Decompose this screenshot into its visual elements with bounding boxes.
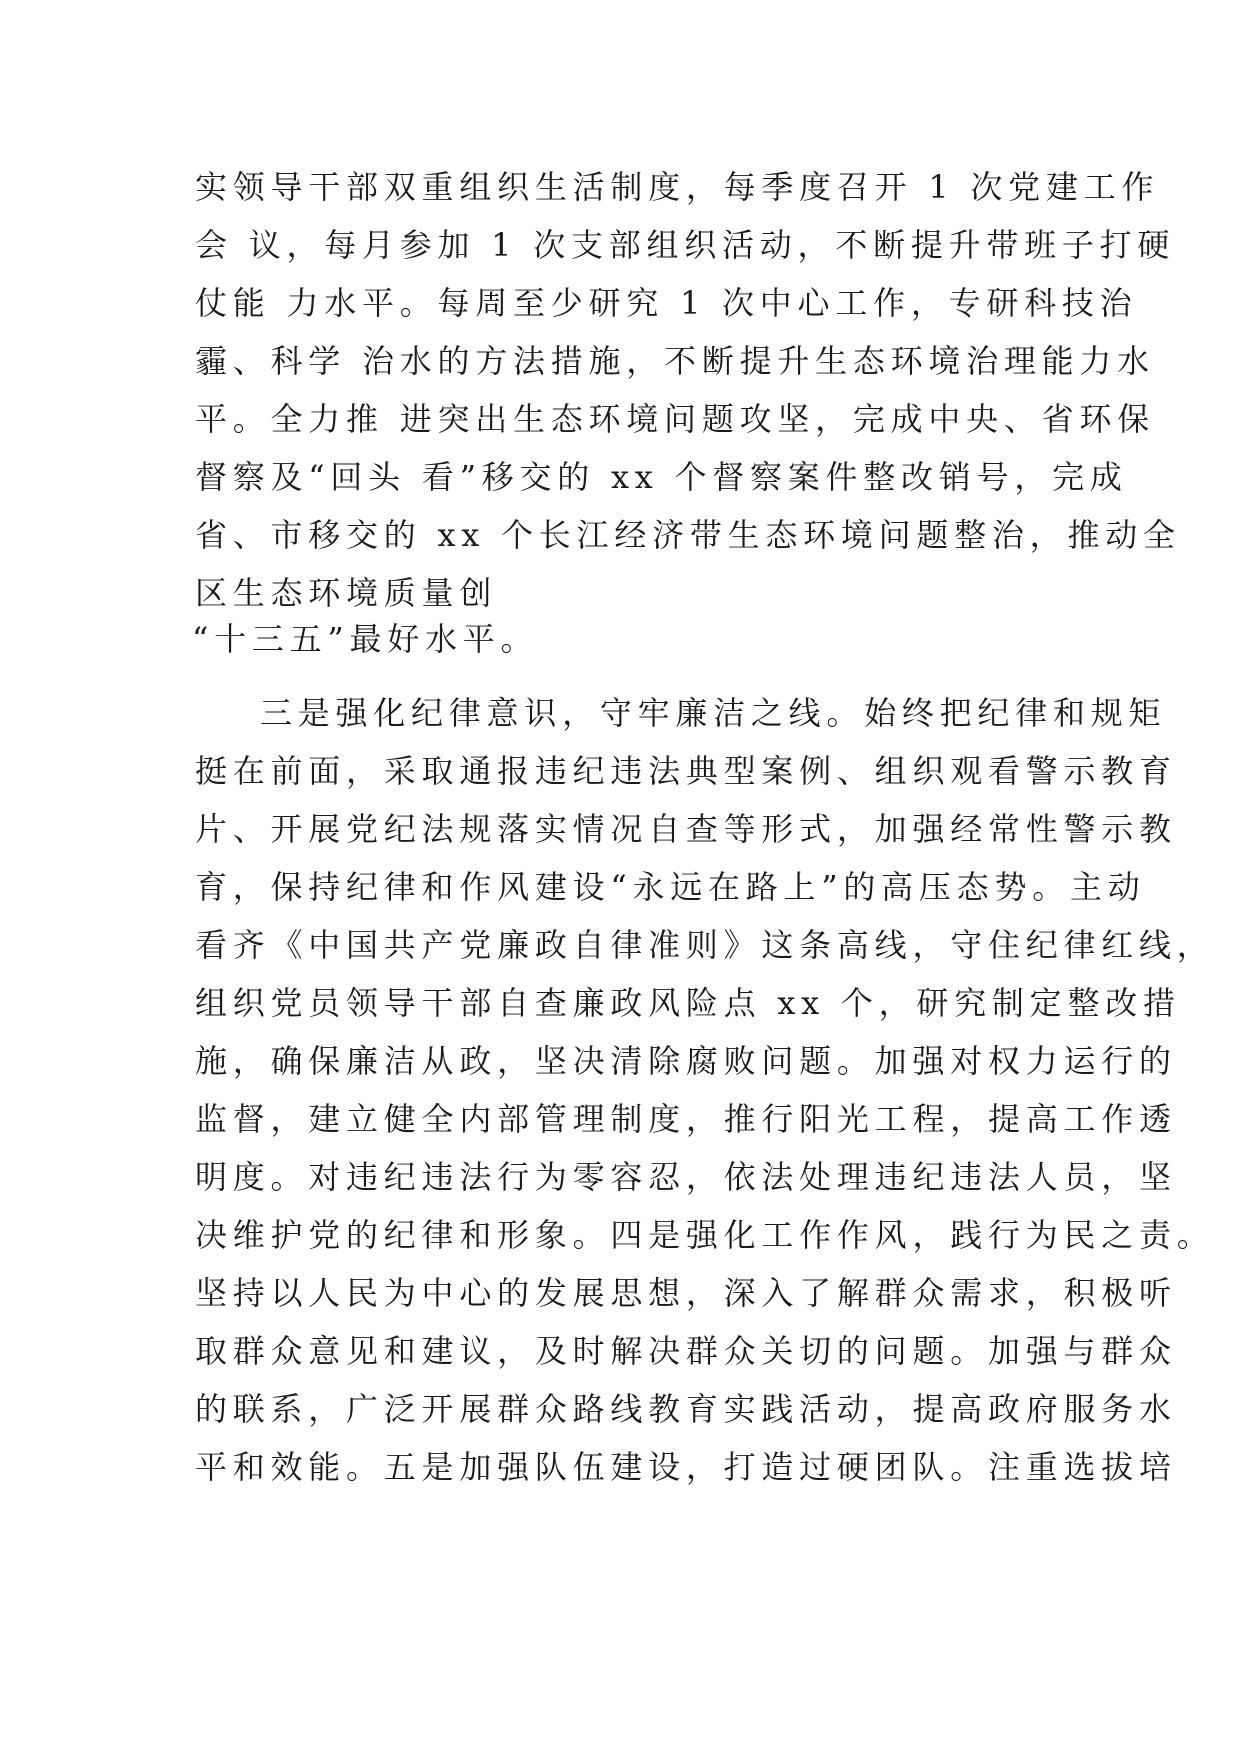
text-line: 坚持以人民为中心的发展思想，深入了解群众需求，积极听 [195, 1274, 1177, 1312]
text-line: 明度。对违纪违法行为零容忍，依法处理违纪违法人员，坚 [195, 1158, 1177, 1196]
text-line: 平。全力推 进突出生态环境问题攻坚，完成中央、省环保 [195, 400, 1155, 438]
text-line: 的联系，广泛开展群众路线教育实践活动，提高政府服务水 [195, 1390, 1177, 1428]
text-line: 片、开展党纪法规落实情况自查等形式，加强经常性警示教 [195, 810, 1177, 848]
text-line: 会 议，每月参加 1 次支部组织活动，不断提升带班子打硬 [195, 226, 1176, 264]
text-line: 霾、科学 治水的方法措施，不断提升生态环境治理能力水 [195, 342, 1155, 380]
text-line: 组织党员领导干部自查廉政风险点 xx 个，研究制定整改措 [195, 984, 1181, 1022]
text-line: 施，确保廉洁从政，坚决清除腐败问题。加强对权力运行的 [195, 1042, 1177, 1080]
text-line: 看齐《中国共产党廉政自律准则》这条高线，守住纪律红线， [195, 926, 1215, 964]
paragraph-first-line: 三是强化纪律意识，守牢廉洁之线。始终把纪律和规矩 [260, 694, 1167, 732]
text-line: 监督，建立健全内部管理制度，推行阳光工程，提高工作透 [195, 1100, 1177, 1138]
text-line: 督察及“回头 看”移交的 xx 个督察案件整改销号，完成 [195, 458, 1128, 496]
text-line: 决维护党的纪律和形象。四是强化工作作风，践行为民之责。 [195, 1216, 1215, 1254]
text-line: 仗能 力水平。每周至少研究 1 次中心工作，专研科技治 [195, 284, 1138, 322]
text-line: “十三五”最好水平。 [192, 620, 539, 658]
text-line: 挺在前面，采取通报违纪违法典型案例、组织观看警示教育 [195, 752, 1177, 790]
text-line: 实领导干部双重组织生活制度，每季度召开 1 次党建工作 [195, 168, 1160, 206]
text-line: 育，保持纪律和作风建设“永远在路上”的高压态势。主动 [195, 868, 1146, 906]
text-line: 平和效能。五是加强队伍建设，打造过硬团队。注重选拔培 [195, 1448, 1177, 1486]
text-line: 省、市移交的 xx 个长江经济带生态环境问题整治，推动全 [195, 516, 1181, 554]
text-line: 区生态环境质量创 [195, 574, 498, 612]
text-line: 取群众意见和建议，及时解决群众关切的问题。加强与群众 [195, 1332, 1177, 1370]
